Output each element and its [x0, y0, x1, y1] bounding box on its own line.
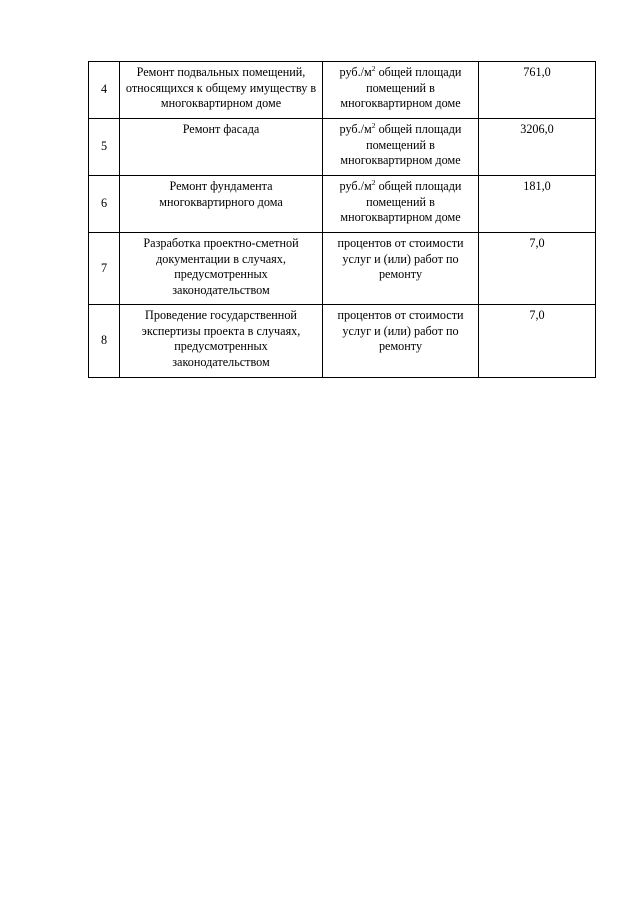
work-name: Ремонт фасада — [120, 119, 323, 176]
table-row — [89, 233, 596, 305]
row-number: 6 — [89, 176, 120, 233]
work-name: Ремонт фундамента многоквартирного дома — [120, 176, 323, 233]
unit-prefix: руб./м — [339, 122, 372, 136]
rate-value: 3206,0 — [479, 119, 596, 176]
table-row — [89, 119, 596, 176]
unit-prefix: процентов от стоимости услуг и (или) работ по ремонту — [337, 236, 464, 281]
unit-rest: общей площади помещений в многоквартирном доме — [340, 122, 462, 167]
unit-rest: общей площади помещений в многоквартирном доме — [340, 65, 462, 110]
table-row — [89, 62, 596, 119]
rate-value: 761,0 — [479, 62, 596, 119]
work-name: Разработка проектно-сметной документации в случаях, предусмотренных законодательством — [120, 233, 323, 305]
rate-value: 7,0 — [479, 305, 596, 378]
work-name: Ремонт подвальных помещений, относящихся к общему имуществу в многоквартирном доме — [120, 62, 323, 119]
unit-of-measure — [323, 176, 479, 233]
work-name: Проведение государственной экспертизы проекта в случаях, предусмотренных законодательством — [120, 305, 323, 378]
unit-of-measure — [323, 233, 479, 305]
unit-rest: общей площади помещений в многоквартирном доме — [340, 179, 462, 224]
rate-value: 181,0 — [479, 176, 596, 233]
row-number: 4 — [89, 62, 120, 119]
rates-table — [88, 61, 596, 378]
table-row — [89, 305, 596, 378]
rate-value: 7,0 — [479, 233, 596, 305]
unit-prefix: процентов от стоимости услуг и (или) работ по ремонту — [337, 308, 464, 353]
unit-of-measure — [323, 119, 479, 176]
row-number: 5 — [89, 119, 120, 176]
row-number: 8 — [89, 305, 120, 378]
unit-superscript: 2 — [371, 64, 376, 73]
row-number: 7 — [89, 233, 120, 305]
unit-of-measure — [323, 305, 479, 378]
table-row — [89, 176, 596, 233]
unit-of-measure — [323, 62, 479, 119]
unit-prefix: руб./м — [339, 179, 372, 193]
unit-prefix: руб./м — [339, 65, 372, 79]
unit-superscript: 2 — [371, 178, 376, 187]
unit-superscript: 2 — [371, 121, 376, 130]
